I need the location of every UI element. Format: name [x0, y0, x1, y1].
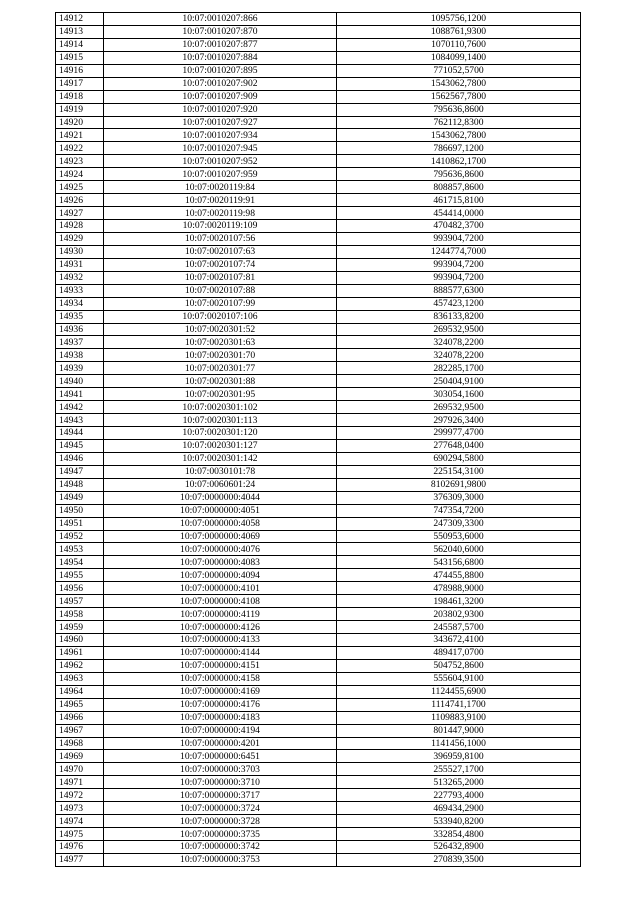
value-cell: 376309,3000 — [337, 491, 581, 504]
row-number-cell: 14963 — [56, 672, 104, 685]
cadastral-number-cell: 10:07:0000000:3735 — [104, 828, 337, 841]
row-number-cell: 14912 — [56, 13, 104, 26]
row-number-cell: 14921 — [56, 129, 104, 142]
cadastral-number-cell: 10:07:0020301:88 — [104, 375, 337, 388]
cadastral-number-cell: 10:07:0020301:63 — [104, 336, 337, 349]
value-cell: 550953,6000 — [337, 530, 581, 543]
table-row — [56, 517, 581, 530]
cadastral-number-cell: 10:07:0000000:4133 — [104, 634, 337, 647]
row-number-cell: 14947 — [56, 465, 104, 478]
table-row — [56, 634, 581, 647]
table-row — [56, 64, 581, 77]
value-cell: 747354,7200 — [337, 504, 581, 517]
value-cell: 1543062,7800 — [337, 77, 581, 90]
table-row — [56, 530, 581, 543]
table-row — [56, 452, 581, 465]
row-number-cell: 14923 — [56, 155, 104, 168]
table-row — [56, 245, 581, 258]
table-body — [56, 13, 581, 867]
table-row — [56, 375, 581, 388]
value-cell: 526432,8900 — [337, 841, 581, 854]
value-cell: 303054,1600 — [337, 388, 581, 401]
row-number-cell: 14918 — [56, 90, 104, 103]
table-row — [56, 271, 581, 284]
value-cell: 269532,9500 — [337, 401, 581, 414]
cadastral-number-cell: 10:07:0020119:91 — [104, 194, 337, 207]
cadastral-number-cell: 10:07:0000000:3710 — [104, 776, 337, 789]
cadastral-number-cell: 10:07:0010207:895 — [104, 64, 337, 77]
value-cell: 1562567,7800 — [337, 90, 581, 103]
cadastral-number-cell: 10:07:0000000:3753 — [104, 853, 337, 866]
row-number-cell: 14966 — [56, 711, 104, 724]
row-number-cell: 14953 — [56, 543, 104, 556]
cadastral-number-cell: 10:07:0000000:3728 — [104, 815, 337, 828]
row-number-cell: 14913 — [56, 25, 104, 38]
row-number-cell: 14946 — [56, 452, 104, 465]
table-row — [56, 582, 581, 595]
table-row — [56, 543, 581, 556]
value-cell: 469434,2900 — [337, 802, 581, 815]
row-number-cell: 14954 — [56, 556, 104, 569]
value-cell: 474455,8800 — [337, 569, 581, 582]
row-number-cell: 14959 — [56, 621, 104, 634]
table-row — [56, 815, 581, 828]
table-row — [56, 116, 581, 129]
row-number-cell: 14964 — [56, 685, 104, 698]
cadastral-number-cell: 10:07:0000000:4144 — [104, 646, 337, 659]
table-row — [56, 491, 581, 504]
table-row — [56, 51, 581, 64]
row-number-cell: 14933 — [56, 284, 104, 297]
cadastral-number-cell: 10:07:0000000:4119 — [104, 608, 337, 621]
row-number-cell: 14915 — [56, 51, 104, 64]
cadastral-number-cell: 10:07:0000000:3717 — [104, 789, 337, 802]
row-number-cell: 14961 — [56, 646, 104, 659]
row-number-cell: 14970 — [56, 763, 104, 776]
cadastral-number-cell: 10:07:0010207:909 — [104, 90, 337, 103]
table-row — [56, 13, 581, 26]
table-row — [56, 129, 581, 142]
cadastral-number-cell: 10:07:0000000:3703 — [104, 763, 337, 776]
row-number-cell: 14925 — [56, 181, 104, 194]
row-number-cell: 14974 — [56, 815, 104, 828]
value-cell: 198461,3200 — [337, 595, 581, 608]
value-cell: 250404,9100 — [337, 375, 581, 388]
value-cell: 277648,0400 — [337, 439, 581, 452]
row-number-cell: 14957 — [56, 595, 104, 608]
value-cell: 396959,8100 — [337, 750, 581, 763]
table-row — [56, 763, 581, 776]
table-row — [56, 336, 581, 349]
table-row — [56, 802, 581, 815]
value-cell: 457423,1200 — [337, 297, 581, 310]
cadastral-number-cell: 10:07:0060601:24 — [104, 478, 337, 491]
table-row — [56, 828, 581, 841]
value-cell: 297926,3400 — [337, 414, 581, 427]
table-row — [56, 608, 581, 621]
value-cell: 993904,7200 — [337, 232, 581, 245]
value-cell: 461715,8100 — [337, 194, 581, 207]
row-number-cell: 14976 — [56, 841, 104, 854]
value-cell: 1095756,1200 — [337, 13, 581, 26]
table-row — [56, 621, 581, 634]
table-row — [56, 297, 581, 310]
table-row — [56, 776, 581, 789]
table-row — [56, 401, 581, 414]
value-cell: 1244774,7000 — [337, 245, 581, 258]
cadastral-number-cell: 10:07:0020301:102 — [104, 401, 337, 414]
table-row — [56, 168, 581, 181]
table-row — [56, 711, 581, 724]
table-row — [56, 698, 581, 711]
row-number-cell: 14973 — [56, 802, 104, 815]
row-number-cell: 14943 — [56, 414, 104, 427]
table-row — [56, 103, 581, 116]
row-number-cell: 14977 — [56, 853, 104, 866]
row-number-cell: 14967 — [56, 724, 104, 737]
row-number-cell: 14939 — [56, 362, 104, 375]
value-cell: 795636,8600 — [337, 168, 581, 181]
row-number-cell: 14937 — [56, 336, 104, 349]
value-cell: 1410862,1700 — [337, 155, 581, 168]
cadastral-number-cell: 10:07:0020119:98 — [104, 207, 337, 220]
cadastral-number-cell: 10:07:0020107:56 — [104, 232, 337, 245]
value-cell: 489417,0700 — [337, 646, 581, 659]
row-number-cell: 14944 — [56, 427, 104, 440]
value-cell: 762112,8300 — [337, 116, 581, 129]
cadastral-number-cell: 10:07:0010207:934 — [104, 129, 337, 142]
row-number-cell: 14932 — [56, 271, 104, 284]
cadastral-number-cell: 10:07:0000000:4083 — [104, 556, 337, 569]
table-row — [56, 841, 581, 854]
table-row — [56, 737, 581, 750]
value-cell: 227793,4000 — [337, 789, 581, 802]
value-cell: 1543062,7800 — [337, 129, 581, 142]
value-cell: 245587,5700 — [337, 621, 581, 634]
value-cell: 478988,9000 — [337, 582, 581, 595]
value-cell: 562040,6000 — [337, 543, 581, 556]
row-number-cell: 14935 — [56, 310, 104, 323]
table-row — [56, 789, 581, 802]
value-cell: 543156,6800 — [337, 556, 581, 569]
value-cell: 1084099,1400 — [337, 51, 581, 64]
value-cell: 255527,1700 — [337, 763, 581, 776]
cadastral-number-cell: 10:07:0000000:4194 — [104, 724, 337, 737]
cadastral-number-cell: 10:07:0020301:142 — [104, 452, 337, 465]
table-row — [56, 569, 581, 582]
table-row — [56, 194, 581, 207]
row-number-cell: 14941 — [56, 388, 104, 401]
cadastral-number-cell: 10:07:0000000:4069 — [104, 530, 337, 543]
row-number-cell: 14975 — [56, 828, 104, 841]
value-cell: 332854,4800 — [337, 828, 581, 841]
row-number-cell: 14958 — [56, 608, 104, 621]
table-row — [56, 38, 581, 51]
cadastral-number-cell: 10:07:0020119:84 — [104, 181, 337, 194]
cadastral-number-cell: 10:07:0010207:870 — [104, 25, 337, 38]
value-cell: 533940,8200 — [337, 815, 581, 828]
table-row — [56, 155, 581, 168]
cadastral-number-cell: 10:07:0010207:927 — [104, 116, 337, 129]
table-row — [56, 90, 581, 103]
table-row — [56, 465, 581, 478]
cadastral-number-cell: 10:07:0010207:959 — [104, 168, 337, 181]
row-number-cell: 14969 — [56, 750, 104, 763]
row-number-cell: 14928 — [56, 220, 104, 233]
table-row — [56, 672, 581, 685]
cadastral-number-cell: 10:07:0010207:902 — [104, 77, 337, 90]
table-row — [56, 207, 581, 220]
cadastral-number-cell: 10:07:0000000:4044 — [104, 491, 337, 504]
cadastral-number-cell: 10:07:0000000:4201 — [104, 737, 337, 750]
cadastral-number-cell: 10:07:0010207:920 — [104, 103, 337, 116]
cadastral-number-cell: 10:07:0020301:95 — [104, 388, 337, 401]
cadastral-number-cell: 10:07:0020119:109 — [104, 220, 337, 233]
value-cell: 1109883,9100 — [337, 711, 581, 724]
table-row — [56, 258, 581, 271]
value-cell: 504752,8600 — [337, 659, 581, 672]
table-row — [56, 232, 581, 245]
table-row — [56, 362, 581, 375]
row-number-cell: 14927 — [56, 207, 104, 220]
table-row — [56, 142, 581, 155]
value-cell: 247309,3300 — [337, 517, 581, 530]
table-row — [56, 25, 581, 38]
value-cell: 993904,7200 — [337, 258, 581, 271]
cadastral-number-cell: 10:07:0000000:4183 — [104, 711, 337, 724]
row-number-cell: 14924 — [56, 168, 104, 181]
row-number-cell: 14960 — [56, 634, 104, 647]
cadastral-number-cell: 10:07:0000000:4076 — [104, 543, 337, 556]
row-number-cell: 14914 — [56, 38, 104, 51]
value-cell: 8102691,9800 — [337, 478, 581, 491]
row-number-cell: 14949 — [56, 491, 104, 504]
table-row — [56, 685, 581, 698]
cadastral-number-cell: 10:07:0010207:952 — [104, 155, 337, 168]
value-cell: 1088761,9300 — [337, 25, 581, 38]
value-cell: 282285,1700 — [337, 362, 581, 375]
row-number-cell: 14929 — [56, 232, 104, 245]
value-cell: 513265,2000 — [337, 776, 581, 789]
value-cell: 454414,0000 — [337, 207, 581, 220]
cadastral-number-cell: 10:07:0000000:4151 — [104, 659, 337, 672]
cadastral-number-cell: 10:07:0020107:74 — [104, 258, 337, 271]
cadastral-number-cell: 10:07:0020107:81 — [104, 271, 337, 284]
table-row — [56, 659, 581, 672]
row-number-cell: 14968 — [56, 737, 104, 750]
cadastral-number-cell: 10:07:0000000:3724 — [104, 802, 337, 815]
table-row — [56, 724, 581, 737]
table-row — [56, 853, 581, 866]
row-number-cell: 14940 — [56, 375, 104, 388]
row-number-cell: 14942 — [56, 401, 104, 414]
cadastral-number-cell: 10:07:0010207:877 — [104, 38, 337, 51]
table-row — [56, 750, 581, 763]
cadastral-number-cell: 10:07:0000000:4169 — [104, 685, 337, 698]
value-cell: 795636,8600 — [337, 103, 581, 116]
cadastral-number-cell: 10:07:0000000:4058 — [104, 517, 337, 530]
cadastral-number-cell: 10:07:0020301:70 — [104, 349, 337, 362]
cadastral-number-cell: 10:07:0000000:4158 — [104, 672, 337, 685]
table-row — [56, 323, 581, 336]
value-cell: 888577,6300 — [337, 284, 581, 297]
cadastral-number-cell: 10:07:0000000:6451 — [104, 750, 337, 763]
row-number-cell: 14931 — [56, 258, 104, 271]
value-cell: 225154,3100 — [337, 465, 581, 478]
table-row — [56, 181, 581, 194]
table-row — [56, 388, 581, 401]
cadastral-number-cell: 10:07:0020107:99 — [104, 297, 337, 310]
cadastral-number-cell: 10:07:0020301:127 — [104, 439, 337, 452]
value-cell: 1114741,1700 — [337, 698, 581, 711]
row-number-cell: 14917 — [56, 77, 104, 90]
value-cell: 801447,9000 — [337, 724, 581, 737]
cadastral-number-cell: 10:07:0020107:106 — [104, 310, 337, 323]
cadastral-number-cell: 10:07:0020301:113 — [104, 414, 337, 427]
row-number-cell: 14948 — [56, 478, 104, 491]
table-row — [56, 77, 581, 90]
row-number-cell: 14972 — [56, 789, 104, 802]
cadastral-number-cell: 10:07:0000000:4176 — [104, 698, 337, 711]
table-row — [56, 504, 581, 517]
value-cell: 269532,9500 — [337, 323, 581, 336]
row-number-cell: 14926 — [56, 194, 104, 207]
value-cell: 836133,8200 — [337, 310, 581, 323]
cadastral-number-cell: 10:07:0020107:88 — [104, 284, 337, 297]
row-number-cell: 14938 — [56, 349, 104, 362]
value-cell: 324078,2200 — [337, 336, 581, 349]
cadastral-number-cell: 10:07:0030101:78 — [104, 465, 337, 478]
row-number-cell: 14920 — [56, 116, 104, 129]
table-row — [56, 427, 581, 440]
table-row — [56, 414, 581, 427]
value-cell: 993904,7200 — [337, 271, 581, 284]
cadastral-number-cell: 10:07:0000000:4108 — [104, 595, 337, 608]
row-number-cell: 14950 — [56, 504, 104, 517]
cadastral-number-cell: 10:07:0010207:866 — [104, 13, 337, 26]
value-cell: 771052,5700 — [337, 64, 581, 77]
value-cell: 343672,4100 — [337, 634, 581, 647]
value-cell: 1124455,6900 — [337, 685, 581, 698]
value-cell: 808857,8600 — [337, 181, 581, 194]
cadastral-number-cell: 10:07:0010207:884 — [104, 51, 337, 64]
value-cell: 555604,9100 — [337, 672, 581, 685]
row-number-cell: 14934 — [56, 297, 104, 310]
value-cell: 690294,5800 — [337, 452, 581, 465]
value-cell: 1070110,7600 — [337, 38, 581, 51]
row-number-cell: 14936 — [56, 323, 104, 336]
value-cell: 299977,4700 — [337, 427, 581, 440]
table-row — [56, 478, 581, 491]
row-number-cell: 14965 — [56, 698, 104, 711]
row-number-cell: 14956 — [56, 582, 104, 595]
table-row — [56, 439, 581, 452]
row-number-cell: 14930 — [56, 245, 104, 258]
cadastral-number-cell: 10:07:0020301:77 — [104, 362, 337, 375]
value-cell: 270839,3500 — [337, 853, 581, 866]
row-number-cell: 14916 — [56, 64, 104, 77]
row-number-cell: 14922 — [56, 142, 104, 155]
value-cell: 324078,2200 — [337, 349, 581, 362]
value-cell: 1141456,1000 — [337, 737, 581, 750]
row-number-cell: 14962 — [56, 659, 104, 672]
row-number-cell: 14919 — [56, 103, 104, 116]
row-number-cell: 14971 — [56, 776, 104, 789]
value-cell: 470482,3700 — [337, 220, 581, 233]
cadastral-number-cell: 10:07:0000000:4051 — [104, 504, 337, 517]
value-cell: 203802,9300 — [337, 608, 581, 621]
table-row — [56, 556, 581, 569]
table-row — [56, 646, 581, 659]
table-row — [56, 220, 581, 233]
table-row — [56, 349, 581, 362]
table-row — [56, 595, 581, 608]
row-number-cell: 14951 — [56, 517, 104, 530]
data-table — [55, 12, 581, 867]
row-number-cell: 14945 — [56, 439, 104, 452]
table-row — [56, 310, 581, 323]
cadastral-number-cell: 10:07:0000000:4094 — [104, 569, 337, 582]
value-cell: 786697,1200 — [337, 142, 581, 155]
cadastral-number-cell: 10:07:0000000:4126 — [104, 621, 337, 634]
row-number-cell: 14955 — [56, 569, 104, 582]
cadastral-number-cell: 10:07:0000000:4101 — [104, 582, 337, 595]
table-row — [56, 284, 581, 297]
row-number-cell: 14952 — [56, 530, 104, 543]
cadastral-number-cell: 10:07:0020301:52 — [104, 323, 337, 336]
cadastral-number-cell: 10:07:0000000:3742 — [104, 841, 337, 854]
cadastral-number-cell: 10:07:0020301:120 — [104, 427, 337, 440]
cadastral-number-cell: 10:07:0010207:945 — [104, 142, 337, 155]
cadastral-number-cell: 10:07:0020107:63 — [104, 245, 337, 258]
